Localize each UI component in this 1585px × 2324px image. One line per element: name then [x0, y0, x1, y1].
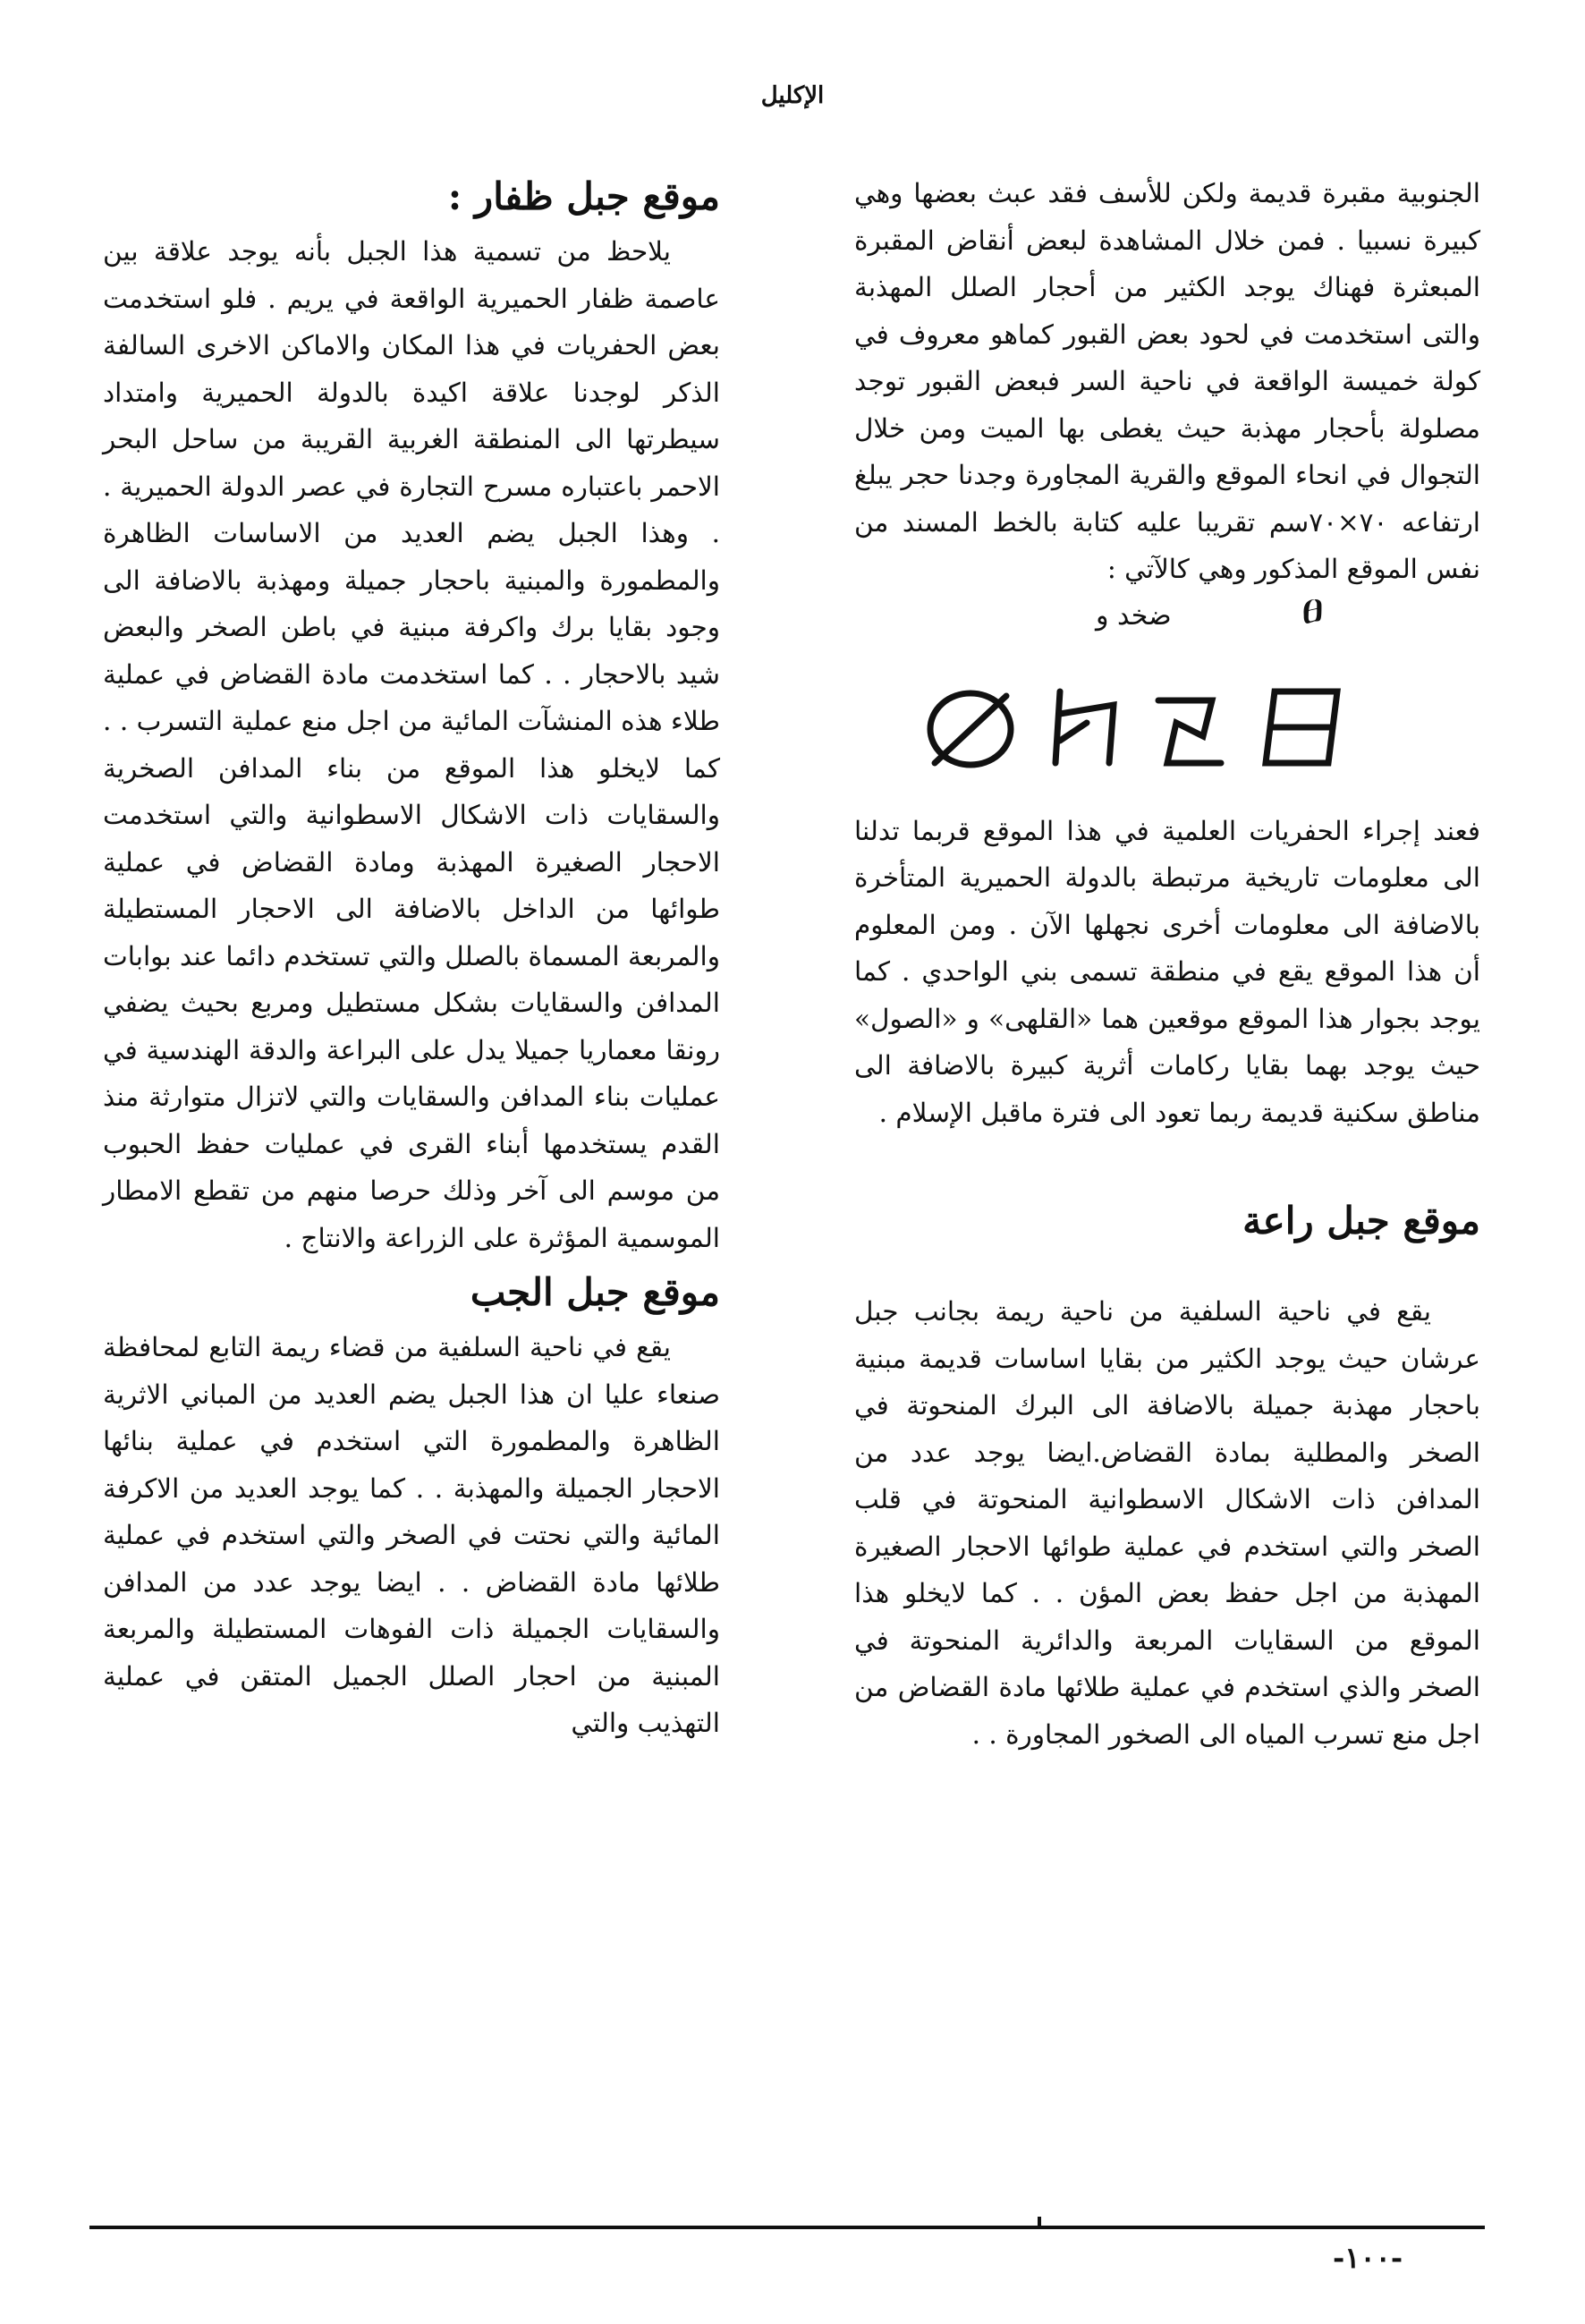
section-title-zafar: موقع جبل ظفار :	[447, 174, 720, 218]
after-inscription-paragraph: فعند إجراء الحفريات العلمية في هذا الموقع قربما تدلنا الى معلومات تاريخية مرتبطة بالدولة الحميرية المتأخرة بالاضافة الى معلومات أخرى نجهلها الآن . ومن المعلوم أن هذا الموقع يقع في منطقة تسمى بني الواحدي . كما يوجد بجوار هذا الموقع موقعين هما «القلهى» و «الصول» حيث يوجد بهما بقايا ركامات أثرية كبيرة بالاضافة الى مناطق سكنية قديمة ربما تعود الى فترة ماقبل الإسلام .	[854, 815, 1480, 1128]
page-number: -١٠٠-	[1333, 2241, 1403, 2275]
section-text-zafar: يلاحظ من تسمية هذا الجبل بأنه يوجد علاقة بين عاصمة ظفار الحميرية الواقعة في يريم . فلو استخدمت بعض الحفريات في هذا المكان والاماكن الاخرى السالفة الذكر لوجدنا علاقة اكيدة بالدولة الحميرية وامتداد سيطرتها الى المنطقة الغربية القريبة من ساحل البحر الاحمر باعتباره مسرح التجارة في عصر الدولة الحميرية . . وهذا الجبل يضم العديد من الاساسات الظاهرة والمطمورة والمبنية باحجار جميلة ومهذبة بالاضافة الى وجود بقايا برك واكرفة مبنية في باطن الصخر والبعض شيد بالاحجار . . كما استخدمت مادة القضاض في عملية طلاء هذه المنشآت المائية من اجل منع عملية التسرب . . كما لايخلو هذا الموقع من بناء المدافن الصخرية والسقايات ذات الاشكال الاسطوانية والتي استخدمت الاحجار الصغيرة المهذبة ومادة القضاض في عملية طوائها من الداخل بالاضافة الى الاحجار المستطيلة والمربعة المسماة بالصلل والتي تستخدم دائما عند بوابات المدافن والسقايات بشكل مستطيل ومربع بحيث يضفي رونقا معماريا جميلا يدل على البراعة والدقة الهندسية في عمليات بناء المدافن والسقايات والتي لاتزال متوارثة منذ القدم يستخدمها أبناء القرى في عمليات حفظ الحبوب من موسم الى آخر وذلك حرصا منهم من تقطع الامطار الموسمية المؤثرة على الزراعة والانتاج .	[103, 236, 720, 1253]
running-head: الإكليل	[760, 82, 825, 109]
intro-paragraph: الجنوبية مقبرة قديمة ولكن للأسف فقد عبث بعضها وهي كبيرة نسبيا . فمن خلال المشاهدة لبعض أنقاض المقبرة المبعثرة فهناك يوجد الكثير من أحجار الصلل المهذبة والتى استخدمت في لحود بعض القبور كماهو معروف في كولة خميسة الواقعة في ناحية السر فبعض القبور توجد مصلولة بأحجار مهذبة حيث يغطى بها الميت ومن خلال التجوال في انحاء الموقع والقرية المجاورة وجدنا حجر يبلغ ارتفاعه ٧٠×٧٠سم تقريبا عليه كتابة بالخط المسند من نفس الموقع المذكور وهي كالآتي :	[854, 178, 1481, 584]
inscription-reading-line	[854, 581, 1480, 647]
footer-rule	[89, 2226, 1485, 2229]
section-text-raah: يقع في ناحية السلفية من ناحية ريمة بجانب جبل عرشان حيث يوجد الكثير من بقايا اساسات قديمة مبنية باحجار مهذبة جميلة بالاضافة الى البرك المنحوتة في الصخر والمطلية بمادة القضاض.ايضا يوجد عدد من المدافن ذات الاشكال الاسطوانية المنحوتة في قلب الصخر والتي استخدم في عملية طوائها الاحجار الصغيرة المهذبة من اجل حفظ بعض المؤن . . كما لايخلو هذا الموقع من السقايات المربعة والدائرية المنحوتة في الصخر والذي استخدم في عملية طلائها مادة القضاض من اجل منع تسرب المياه الى الصخور المجاورة . .	[854, 1296, 1480, 1750]
section-text-jubb: يقع في ناحية السلفية من قضاء ريمة التابع لمحافظة صنعاء عليا ان هذا الجبل يضم العديد من المباني الاثرية الظاهرة والمطمورة التي استخدم في عملية بنائها الاحجار الجميلة والمهذبة . . كما يوجد العديد من الاكرفة المائية والتي نحتت في الصخر والتي استخدم في عملية طلائها مادة القضاض . . ايضا يوجد عدد من المدافن والسقايات الجميلة ذات الفوهات المستطيلة والمربعة المبنية من احجار الصلل الجميل المتقن في عملية التهذيب والتي	[103, 1332, 720, 1738]
inscription-glyph: ፀ	[1301, 581, 1324, 633]
rule-tick	[1038, 2217, 1041, 2226]
section-title-jubb: موقع جبل الجب	[470, 1270, 720, 1314]
musnad-inscription-drawing	[854, 647, 1480, 808]
section-title-raah: موقع جبل راعة	[1242, 1199, 1480, 1243]
right-column	[854, 170, 1480, 1758]
left-column	[103, 165, 720, 1747]
musnad-inscription-icon	[908, 674, 1373, 790]
inscription-reading: ضخد و	[1096, 599, 1172, 632]
